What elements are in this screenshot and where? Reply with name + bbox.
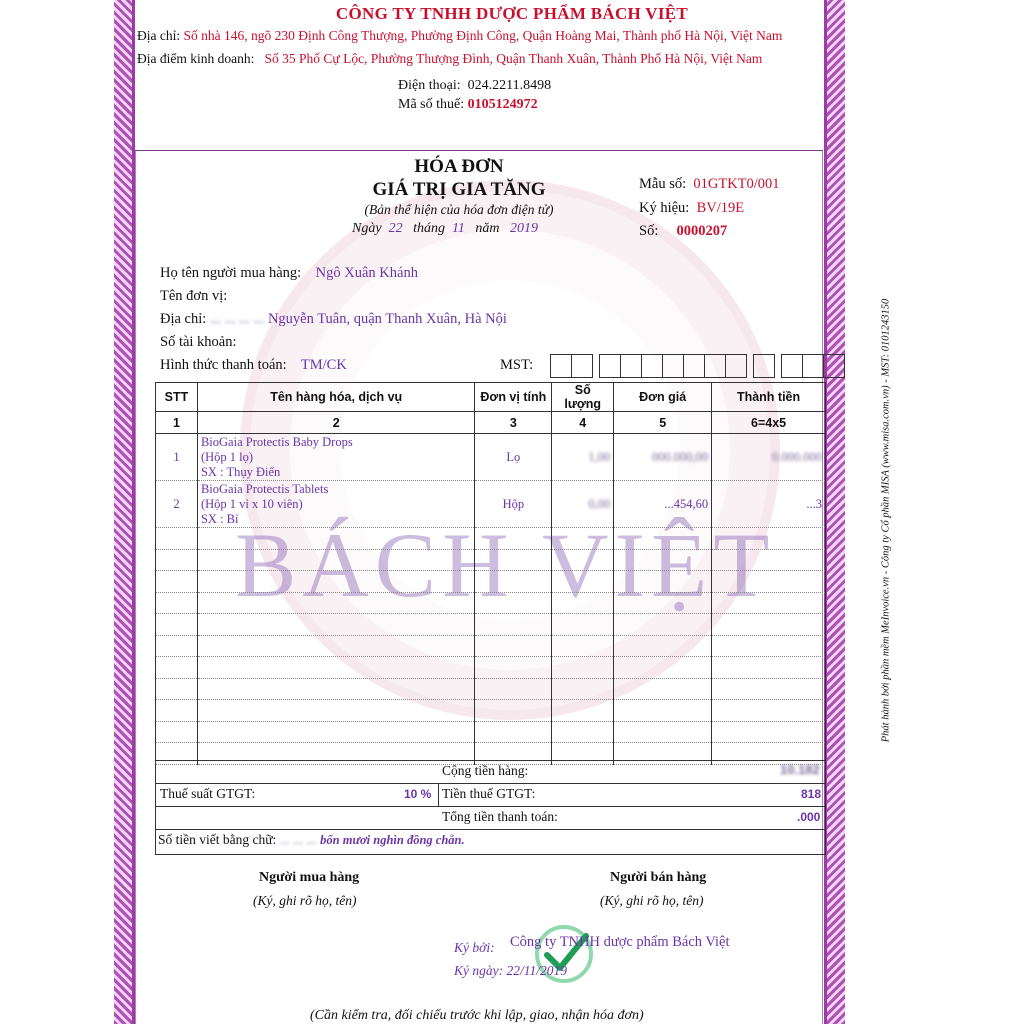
right-decorative-border — [824, 0, 845, 1024]
invoice-date — [352, 221, 538, 237]
item-amount: ...3 — [712, 481, 826, 528]
subtotal-label: Cộng tiền hàng: — [442, 763, 529, 778]
number-label: Số: — [639, 223, 659, 239]
form-no: 01GTKT0/001 — [693, 176, 780, 192]
mst-label: MST: — [500, 357, 534, 373]
payment-row — [160, 357, 347, 374]
payment-method: TM/CK — [300, 357, 347, 373]
date-month-label: tháng — [413, 221, 445, 236]
number-row — [639, 223, 727, 240]
mst-boxes — [550, 354, 845, 378]
tax-label: Mã số thuế: — [398, 97, 465, 112]
header-unit: Đơn vị tính — [475, 383, 552, 412]
invoice-title-2: GIÁ TRỊ GIA TĂNG — [372, 179, 546, 200]
mst-box — [824, 354, 845, 378]
item-origin: SX : Bỉ — [200, 511, 239, 526]
item-name: BioGaia Protectis Tablets — [200, 481, 329, 496]
item-price: ...454,60 — [614, 481, 712, 528]
words-hidden: ... ... ... — [279, 832, 317, 847]
buyer-address-hidden: ... ... ... ... — [209, 311, 265, 327]
col-number: 3 — [475, 412, 552, 434]
buyer-name-row — [160, 265, 418, 282]
mst-box — [781, 354, 803, 378]
item-price: 000.000,00 — [614, 434, 712, 481]
date-day-label: Ngày — [352, 221, 382, 236]
table-row-empty — [156, 614, 826, 636]
signed-date: 22/11/2019 — [506, 963, 567, 978]
buyer-account-label: Số tài khoản: — [160, 334, 237, 350]
header-separator — [135, 150, 823, 151]
buyer-name: Ngô Xuân Khánh — [315, 265, 418, 281]
item-qty: 1,00 — [552, 434, 614, 481]
date-year: 2019 — [510, 221, 539, 236]
business-address-label: Địa điểm kinh doanh: — [137, 51, 255, 66]
buyer-address: Nguyễn Tuân, quận Thanh Xuân, Hà Nội — [267, 311, 507, 327]
inner-left-line — [135, 150, 136, 1024]
invoice-subtitle: (Bản thể hiện của hóa đơn điện tử) — [364, 202, 554, 217]
header-amount: Thành tiền — [712, 383, 826, 412]
form-label: Mẫu số: — [639, 176, 687, 192]
mst-box — [621, 354, 642, 378]
symbol-label: Ký hiệu: — [639, 200, 690, 216]
company-address-row — [137, 28, 782, 44]
table-row-empty — [156, 721, 826, 743]
col-number: 2 — [197, 412, 474, 434]
total-value: .000 — [797, 810, 821, 824]
company-name: CÔNG TY TNHH DƯỢC PHẨM BÁCH VIỆT — [335, 4, 689, 23]
table-row-empty — [156, 571, 826, 593]
mst-box — [803, 354, 824, 378]
item-stt: 1 — [156, 434, 198, 481]
phone-value: 024.2211.8498 — [467, 78, 552, 93]
company-address: Số nhà 146, ngõ 230 Định Công Thượng, Phường Định Công, Quận Hoàng Mai, Thành phố Hà Nội, Việt Nam — [183, 28, 783, 43]
mst-box — [684, 354, 705, 378]
phone-label: Điện thoại: — [398, 78, 461, 93]
form-no-row — [639, 176, 780, 193]
item-pack: (Hộp 1 vỉ x 10 viên) — [200, 496, 303, 511]
header-price: Đơn giá — [614, 383, 712, 412]
seller-signature-sub: (Ký, ghi rõ họ, tên) — [600, 893, 704, 908]
col-number: 4 — [552, 412, 614, 434]
table-row — [156, 481, 826, 528]
tax-code: 0105124972 — [467, 97, 538, 112]
company-tax-row — [398, 97, 538, 113]
item-origin: SX : Thụy Điển — [200, 464, 281, 479]
buyer-unit-label: Tên đơn vị: — [160, 288, 228, 304]
words-label: Số tiền viết bằng chữ: — [158, 832, 277, 847]
column-number-row — [156, 412, 826, 434]
vat-rate-label: Thuế suất GTGT: — [160, 786, 256, 801]
item-pack: (Hộp 1 lọ) — [200, 449, 254, 464]
mst-box — [572, 354, 593, 378]
invoice-number: 0000207 — [676, 223, 728, 239]
vat-value: 818 — [801, 787, 822, 801]
table-row-empty — [156, 528, 826, 550]
col-number: 6=4x5 — [712, 412, 826, 434]
business-address-row — [137, 51, 762, 67]
symbol-row — [639, 200, 744, 217]
words-row — [158, 832, 465, 848]
signed-by: Công ty TNHH dược phẩm Bách Việt — [510, 934, 730, 950]
header-qty: Số lượng — [552, 383, 614, 412]
symbol-value: BV/19E — [696, 200, 745, 216]
table-row-empty — [156, 635, 826, 657]
company-phone-row — [398, 78, 551, 94]
mst-box — [663, 354, 684, 378]
mst-box — [753, 354, 775, 378]
vat-label: Tiền thuế GTGT: — [442, 786, 536, 801]
business-address: Số 35 Phố Cự Lộc, Phường Thượng Đình, Quận Thanh Xuân, Thành Phố Hà Nội, Việt Nam — [264, 51, 763, 66]
signed-date-row — [454, 963, 567, 979]
item-unit: Lọ — [475, 434, 552, 481]
table-row-empty — [156, 549, 826, 571]
mst-box — [642, 354, 663, 378]
table-row — [156, 434, 826, 481]
col-number: 5 — [614, 412, 712, 434]
item-description — [197, 481, 474, 528]
item-amount: 0.000.000 — [712, 434, 826, 481]
col-number: 1 — [156, 412, 198, 434]
item-qty: 0,00 — [552, 481, 614, 528]
mst-box — [599, 354, 621, 378]
company-address-label: Địa chỉ: — [137, 28, 181, 43]
mst-box — [550, 354, 572, 378]
item-description — [197, 434, 474, 481]
watermark-text: BÁCH VIỆT — [235, 514, 776, 616]
seller-signature-title: Người bán hàng — [610, 870, 707, 885]
mst-box — [705, 354, 726, 378]
items-table — [155, 382, 826, 765]
buyer-address-row — [160, 311, 507, 328]
header-name: Tên hàng hóa, dịch vụ — [197, 383, 474, 412]
vat-rate: 10 % — [404, 787, 432, 801]
signed-by-label: Ký bởi: — [454, 940, 495, 955]
table-header-row — [156, 383, 826, 412]
item-name: BioGaia Protectis Baby Drops — [200, 434, 353, 449]
buyer-address-label: Địa chỉ: — [160, 311, 207, 327]
total-label: Tổng tiền thanh toán: — [442, 809, 558, 824]
footer-note: (Cần kiểm tra, đối chiếu trước khi lập, giao, nhận hóa đơn) — [310, 1008, 644, 1023]
table-row-empty — [156, 657, 826, 679]
signed-date-label: Ký ngày: — [454, 963, 504, 978]
table-row-empty — [156, 678, 826, 700]
item-unit: Hộp — [475, 481, 552, 528]
buyer-name-label: Họ tên người mua hàng: — [160, 265, 302, 281]
words-value: bốn mươi nghìn đồng chẵn. — [320, 833, 465, 847]
payment-label: Hình thức thanh toán: — [160, 357, 287, 373]
header-stt: STT — [156, 383, 198, 412]
mst-box — [726, 354, 747, 378]
table-row-empty — [156, 592, 826, 614]
date-year-label: năm — [475, 221, 500, 236]
item-stt: 2 — [156, 481, 198, 528]
invoice-title-1: HÓA ĐƠN — [414, 156, 504, 177]
buyer-signature-title: Người mua hàng — [259, 870, 360, 885]
issuer-side-note: Phát hành bởi phần mềm MeInvoice.vn - Công ty Cổ phần MISA (www.misa.com.vn) - MST: 0101243150 — [880, 298, 892, 743]
date-day: 22 — [388, 221, 403, 236]
buyer-signature-sub: (Ký, ghi rõ họ, tên) — [253, 893, 357, 908]
subtotal-value: 10.182 — [780, 762, 820, 777]
date-month: 11 — [451, 221, 465, 236]
table-row-empty — [156, 700, 826, 722]
left-decorative-border — [114, 0, 135, 1024]
